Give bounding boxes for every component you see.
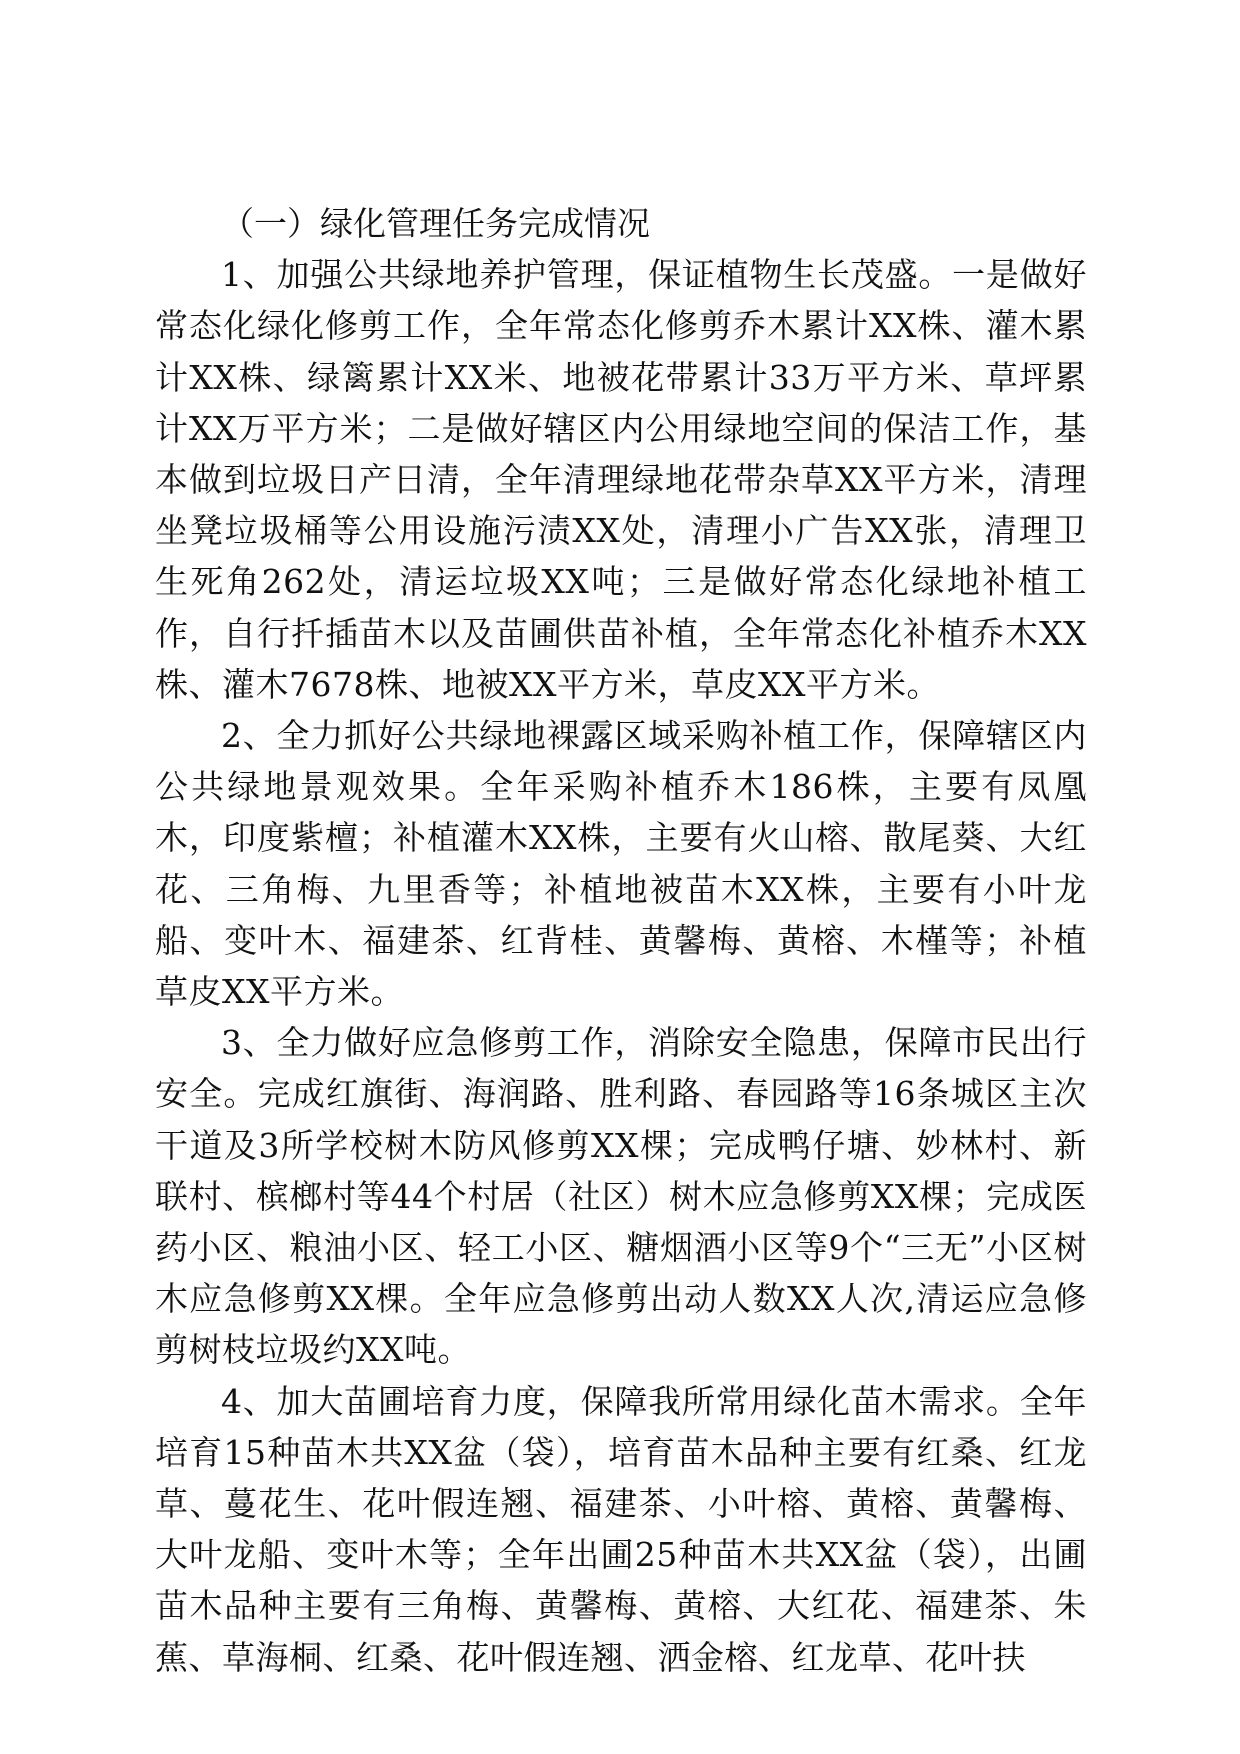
- section-title: （一）绿化管理任务完成情况: [221, 204, 650, 243]
- paragraph-3: 3、全力做好应急修剪工作，消除安全隐患，保障市民出行安全。完成红旗街、海润路、胜利路、春园路等16条城区主次干道及3所学校树木防风修剪XX棵；完成鸭仔塘、妙林村、新联村、槟榔村等44个村居（社区）树木应急修剪XX棵；完成医药小区、粮油小区、轻工小区、糖烟酒小区等9个“三无”小区树木应急修剪XX棵。全年应急修剪出动人数XX人次,清运应急修剪树枝垃圾约XX吨。: [155, 1023, 1087, 1370]
- document-body: [155, 198, 1087, 1683]
- paragraph-4: 4、加大苗圃培育力度，保障我所常用绿化苗木需求。全年培育15种苗木共XX盆（袋），培育苗木品种主要有红桑、红龙草、蔓花生、花叶假连翘、福建茶、小叶榕、黄榕、黄馨梅、大叶龙船、变叶木等；全年出圃25种苗木共XX盆（袋），出圃苗木品种主要有三角梅、黄馨梅、黄榕、大红花、福建茶、朱蕉、草海桐、红桑、花叶假连翘、洒金榕、红龙草、花叶扶: [155, 1381, 1087, 1677]
- paragraph-2: 2、全力抓好公共绿地裸露区域采购补植工作，保障辖区内公共绿地景观效果。全年采购补植乔木186株，主要有凤凰木，印度紫檀；补植灌木XX株，主要有火山榕、散尾葵、大红花、三角梅、九里香等；补植地被苗木XX株，主要有小叶龙船、变叶木、福建茶、红背桂、黄馨梅、黄榕、木槿等；补植草皮XX平方米。: [155, 716, 1087, 1012]
- paragraph-1: 1、加强公共绿地养护管理，保证植物生长茂盛。一是做好常态化绿化修剪工作，全年常态化修剪乔木累计XX株、灌木累计XX株、绿篱累计XX米、地被花带累计33万平方米、草坪累计XX万平方米；二是做好辖区内公用绿地空间的保洁工作，基本做到垃圾日产日清，全年清理绿地花带杂草XX平方米，清理坐凳垃圾桶等公用设施污渍XX处，清理小广告XX张，清理卫生死角262处，清运垃圾XX吨；三是做好常态化绿地补植工作，自行扦插苗木以及苗圃供苗补植，全年常态化补植乔木XX株、灌木7678株、地被XX平方米，草皮XX平方米。: [155, 255, 1087, 704]
